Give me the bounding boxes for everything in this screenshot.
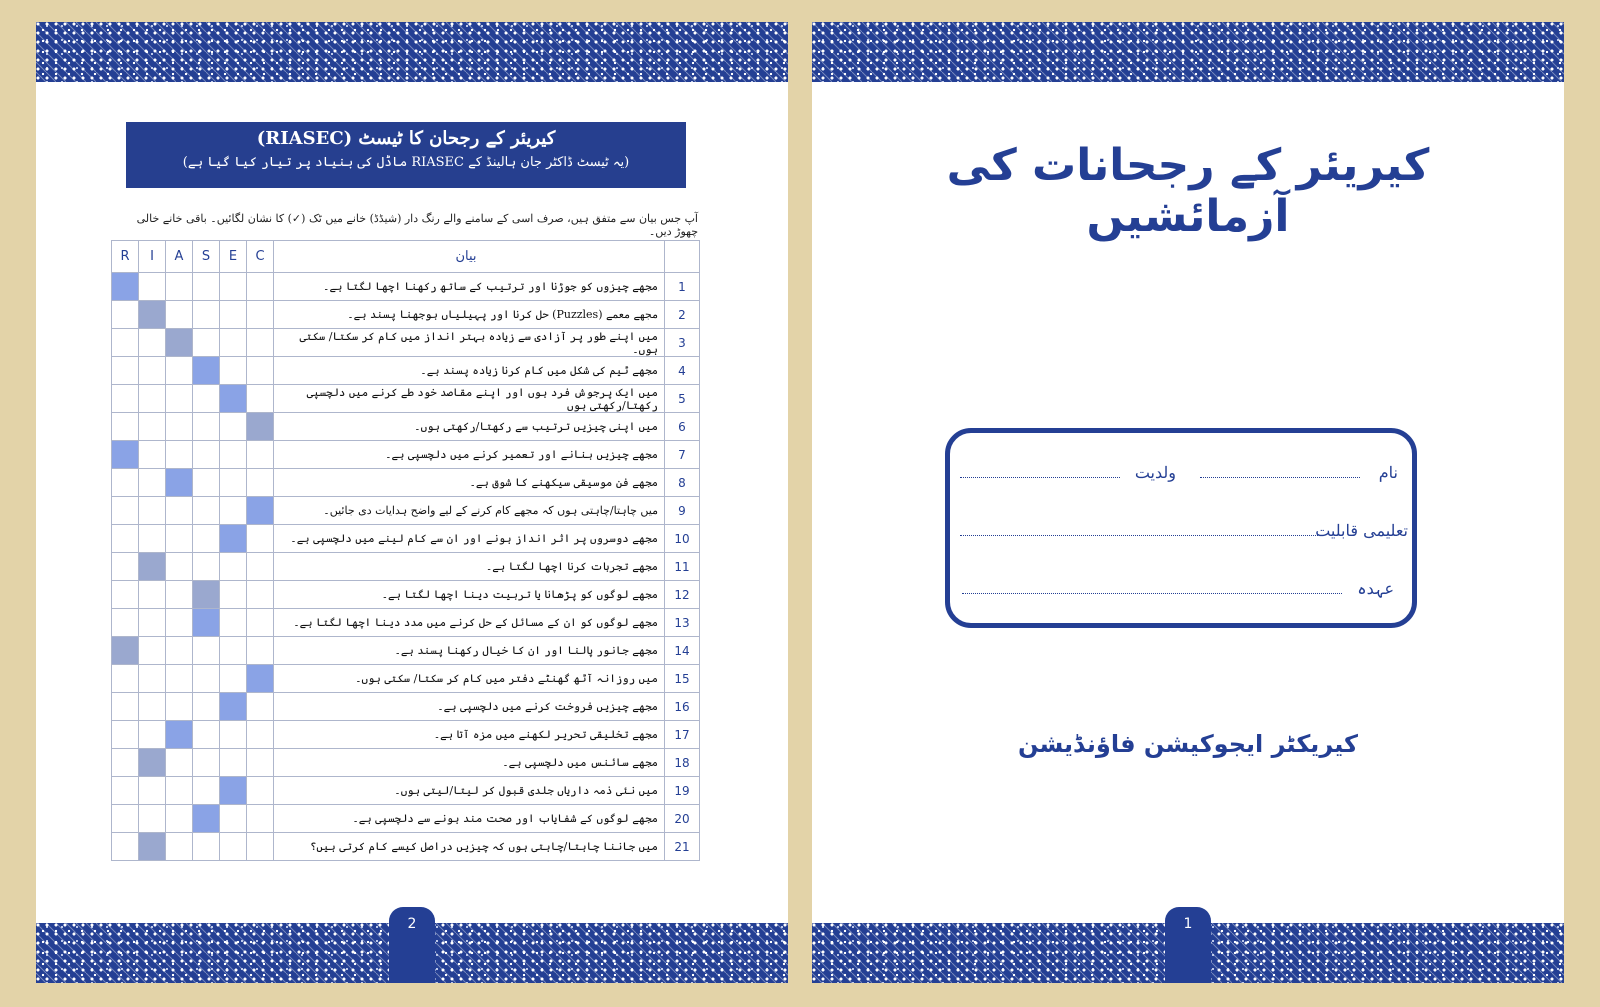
- row-number: 19: [665, 777, 700, 805]
- header-letter: S: [193, 241, 220, 273]
- blank-cell: [247, 385, 274, 413]
- blank-cell: [247, 777, 274, 805]
- row-number: 14: [665, 637, 700, 665]
- blank-cell: [166, 273, 193, 301]
- statement-text: مجھے لوگوں کو پڑھانا یا تربیت دینا اچھا لگتا ہے۔: [274, 581, 665, 609]
- blank-cell: [247, 581, 274, 609]
- blank-cell: [220, 273, 247, 301]
- table-row: [112, 609, 700, 637]
- blank-cell: [193, 273, 220, 301]
- designation-label: عہدہ: [1357, 579, 1394, 598]
- table-header-row: [112, 241, 700, 273]
- blank-cell: [220, 497, 247, 525]
- blank-cell: [112, 553, 139, 581]
- answer-checkbox-a[interactable]: [166, 329, 193, 357]
- answer-checkbox-c[interactable]: [247, 665, 274, 693]
- answer-checkbox-s[interactable]: [193, 357, 220, 385]
- row-number: 6: [665, 413, 700, 441]
- header-letter: I: [139, 241, 166, 273]
- answer-checkbox-a[interactable]: [166, 469, 193, 497]
- blank-cell: [193, 777, 220, 805]
- table-row: [112, 497, 700, 525]
- blank-cell: [139, 665, 166, 693]
- blank-cell: [139, 805, 166, 833]
- table-row: [112, 833, 700, 861]
- blank-cell: [166, 525, 193, 553]
- blank-cell: [166, 609, 193, 637]
- blank-cell: [166, 637, 193, 665]
- blank-cell: [247, 749, 274, 777]
- statement-text: میں جاننا چاہتا/چاہتی ہوں کہ چیزیں دراصل کیسے کام کرتی ہیں؟: [274, 833, 665, 861]
- answer-checkbox-e[interactable]: [220, 525, 247, 553]
- instructions-text: آپ جس بیان سے متفق ہیں، صرف اسی کے سامنے والے رنگ دار (شیڈڈ) خانے میں ٹک (✓) کا نشان لگائیں۔ باقی خانے خالی چھوڑ دیں۔: [136, 212, 698, 238]
- blank-cell: [112, 749, 139, 777]
- table-row: [112, 637, 700, 665]
- parentage-label: ولدیت: [1134, 463, 1176, 482]
- table-row: [112, 301, 700, 329]
- blank-cell: [193, 637, 220, 665]
- blank-cell: [247, 721, 274, 749]
- blank-cell: [112, 609, 139, 637]
- blank-cell: [220, 637, 247, 665]
- blank-cell: [220, 469, 247, 497]
- row-number: 15: [665, 665, 700, 693]
- table-row: [112, 329, 700, 357]
- blank-cell: [247, 525, 274, 553]
- answer-checkbox-i[interactable]: [139, 301, 166, 329]
- personal-info-box: [945, 428, 1417, 628]
- row-number: 7: [665, 441, 700, 469]
- blank-cell: [166, 665, 193, 693]
- blank-cell: [247, 609, 274, 637]
- blank-cell: [220, 833, 247, 861]
- table-row: [112, 385, 700, 413]
- answer-checkbox-e[interactable]: [220, 777, 247, 805]
- blank-cell: [193, 413, 220, 441]
- table-row: [112, 693, 700, 721]
- blank-cell: [166, 553, 193, 581]
- blank-cell: [247, 833, 274, 861]
- table-row: [112, 581, 700, 609]
- header-letter: R: [112, 241, 139, 273]
- blank-cell: [112, 413, 139, 441]
- blank-cell: [193, 469, 220, 497]
- blank-cell: [112, 777, 139, 805]
- row-number: 21: [665, 833, 700, 861]
- answer-checkbox-e[interactable]: [220, 693, 247, 721]
- blank-cell: [247, 329, 274, 357]
- name-field[interactable]: [1200, 463, 1360, 478]
- answer-checkbox-s[interactable]: [193, 805, 220, 833]
- blank-cell: [193, 441, 220, 469]
- blank-cell: [166, 581, 193, 609]
- blank-cell: [247, 301, 274, 329]
- statement-text: مجھے ٹیم کی شکل میں کام کرنا زیادہ پسند ہے۔: [274, 357, 665, 385]
- header-number: [665, 241, 700, 273]
- blank-cell: [139, 777, 166, 805]
- decorative-header-band: [36, 22, 788, 82]
- page-left: [36, 22, 788, 983]
- row-number: 13: [665, 609, 700, 637]
- blank-cell: [112, 329, 139, 357]
- blank-cell: [139, 693, 166, 721]
- blank-cell: [193, 301, 220, 329]
- statement-text: مجھے تخلیقی تحریر لکھنے میں مزہ آتا ہے۔: [274, 721, 665, 749]
- row-number: 16: [665, 693, 700, 721]
- table-row: [112, 357, 700, 385]
- parentage-field[interactable]: [960, 463, 1120, 478]
- blank-cell: [112, 469, 139, 497]
- blank-cell: [247, 553, 274, 581]
- blank-cell: [139, 469, 166, 497]
- blank-cell: [247, 805, 274, 833]
- answer-checkbox-s[interactable]: [193, 581, 220, 609]
- row-number: 4: [665, 357, 700, 385]
- statement-text: میں اپنے طور پر آزادی سے زیادہ بہتر انداز میں کام کر سکتا/ سکتی ہوں۔: [274, 329, 665, 357]
- row-number: 18: [665, 749, 700, 777]
- blank-cell: [139, 385, 166, 413]
- blank-cell: [139, 273, 166, 301]
- table-row: [112, 721, 700, 749]
- blank-cell: [166, 833, 193, 861]
- table-row: [112, 273, 700, 301]
- info-row-name: [950, 463, 1412, 487]
- page-number-tab: 2: [389, 907, 435, 983]
- blank-cell: [193, 525, 220, 553]
- table-row: [112, 665, 700, 693]
- blank-cell: [139, 357, 166, 385]
- qualification-label: تعلیمی قابلیت: [1315, 521, 1408, 540]
- blank-cell: [139, 637, 166, 665]
- answer-checkbox-i[interactable]: [139, 749, 166, 777]
- answer-checkbox-i[interactable]: [139, 553, 166, 581]
- statement-text: مجھے لوگوں کو ان کے مسائل کے حل کرنے میں مدد دینا اچھا لگتا ہے۔: [274, 609, 665, 637]
- blank-cell: [166, 497, 193, 525]
- blank-cell: [247, 273, 274, 301]
- blank-cell: [139, 609, 166, 637]
- blank-cell: [193, 721, 220, 749]
- table-row: [112, 441, 700, 469]
- blank-cell: [112, 833, 139, 861]
- row-number: 9: [665, 497, 700, 525]
- blank-cell: [139, 441, 166, 469]
- blank-cell: [139, 413, 166, 441]
- blank-cell: [220, 665, 247, 693]
- header-letter: C: [247, 241, 274, 273]
- table-row: [112, 777, 700, 805]
- blank-cell: [112, 581, 139, 609]
- statement-text: مجھے چیزیں بنانے اور تعمیر کرنے میں دلچسپی ہے۔: [274, 441, 665, 469]
- blank-cell: [193, 553, 220, 581]
- blank-cell: [139, 525, 166, 553]
- row-number: 11: [665, 553, 700, 581]
- table-row: [112, 553, 700, 581]
- row-number: 3: [665, 329, 700, 357]
- page-number-tab: 1: [1165, 907, 1211, 983]
- blank-cell: [166, 693, 193, 721]
- row-number: 2: [665, 301, 700, 329]
- blank-cell: [220, 357, 247, 385]
- statement-text: مجھے فن موسیقی سیکھنے کا شوق ہے۔: [274, 469, 665, 497]
- blank-cell: [247, 469, 274, 497]
- blank-cell: [193, 665, 220, 693]
- qualification-field[interactable]: [960, 521, 1322, 536]
- blank-cell: [193, 385, 220, 413]
- blank-cell: [139, 721, 166, 749]
- designation-field[interactable]: [962, 579, 1342, 594]
- answer-checkbox-e[interactable]: [220, 385, 247, 413]
- table-row: [112, 469, 700, 497]
- blank-cell: [247, 637, 274, 665]
- statement-text: مجھے چیزیں فروخت کرنے میں دلچسپی ہے۔: [274, 693, 665, 721]
- blank-cell: [220, 329, 247, 357]
- blank-cell: [220, 441, 247, 469]
- blank-cell: [112, 301, 139, 329]
- answer-checkbox-a[interactable]: [166, 721, 193, 749]
- statement-text: مجھے تجربات کرنا اچھا لگتا ہے۔: [274, 553, 665, 581]
- answer-checkbox-r[interactable]: [112, 637, 139, 665]
- decorative-header-band: [812, 22, 1564, 82]
- statement-text: میں چاہتا/چاہتی ہوں کہ مجھے کام کرنے کے لیے واضح ہدایات دی جائیں۔: [274, 497, 665, 525]
- answer-checkbox-i[interactable]: [139, 833, 166, 861]
- header-letter: A: [166, 241, 193, 273]
- blank-cell: [112, 385, 139, 413]
- statement-text: مجھے دوسروں پر اثر انداز ہونے اور ان سے کام لینے میں دلچسپی ہے۔: [274, 525, 665, 553]
- blank-cell: [166, 357, 193, 385]
- statement-text: میں نئی ذمہ داریاں جلدی قبول کر لیتا/لیتی ہوں۔: [274, 777, 665, 805]
- statement-text: میں ایک پرجوش فرد ہوں اور اپنے مقاصد خود طے کرنے میں دلچسپی رکھتا/رکھتی ہوں: [274, 385, 665, 413]
- table-row: [112, 413, 700, 441]
- name-label: نام: [1378, 463, 1398, 482]
- blank-cell: [139, 497, 166, 525]
- riasec-table: [111, 240, 700, 861]
- blank-cell: [166, 805, 193, 833]
- blank-cell: [247, 693, 274, 721]
- riasec-table-body: [112, 273, 700, 861]
- row-number: 20: [665, 805, 700, 833]
- statement-text: مجھے لوگوں کے شفایاب اور صحت مند ہونے سے دلچسپی ہے۔: [274, 805, 665, 833]
- row-number: 5: [665, 385, 700, 413]
- blank-cell: [247, 441, 274, 469]
- row-number: 12: [665, 581, 700, 609]
- statement-text: مجھے چیزوں کو جوڑنا اور ترتیب کے ساتھ رکھنا اچھا لگتا ہے۔: [274, 273, 665, 301]
- blank-cell: [112, 525, 139, 553]
- blank-cell: [220, 301, 247, 329]
- statement-text: مجھے سائنس میں دلچسپی ہے۔: [274, 749, 665, 777]
- cover-title: کیریئر کے رجحانات کی آزمائشیں: [946, 140, 1430, 242]
- header-letter: E: [220, 241, 247, 273]
- blank-cell: [193, 749, 220, 777]
- answer-checkbox-c[interactable]: [247, 413, 274, 441]
- blank-cell: [193, 497, 220, 525]
- blank-cell: [193, 329, 220, 357]
- blank-cell: [112, 357, 139, 385]
- blank-cell: [220, 721, 247, 749]
- statement-text: میں اپنی چیزیں ترتیب سے رکھتا/رکھتی ہوں۔: [274, 413, 665, 441]
- blank-cell: [220, 609, 247, 637]
- answer-checkbox-s[interactable]: [193, 609, 220, 637]
- answer-checkbox-c[interactable]: [247, 497, 274, 525]
- blank-cell: [112, 497, 139, 525]
- blank-cell: [112, 805, 139, 833]
- blank-cell: [166, 301, 193, 329]
- blank-cell: [220, 749, 247, 777]
- answer-checkbox-r[interactable]: [112, 273, 139, 301]
- blank-cell: [166, 413, 193, 441]
- row-number: 17: [665, 721, 700, 749]
- blank-cell: [220, 581, 247, 609]
- statement-text: مجھے معمے (Puzzles) حل کرنا اور پہیلیاں بوجھنا پسند ہے۔: [274, 301, 665, 329]
- row-number: 10: [665, 525, 700, 553]
- blank-cell: [166, 749, 193, 777]
- row-number: 8: [665, 469, 700, 497]
- foundation-name: کیریکٹر ایجوکیشن فاؤنڈیشن: [1018, 730, 1358, 758]
- blank-cell: [193, 693, 220, 721]
- statement-text: مجھے جانور پالنا اور ان کا خیال رکھنا پسند ہے۔: [274, 637, 665, 665]
- blank-cell: [112, 665, 139, 693]
- blank-cell: [193, 833, 220, 861]
- blank-cell: [220, 805, 247, 833]
- blank-cell: [166, 441, 193, 469]
- blank-cell: [166, 385, 193, 413]
- test-title-box: [126, 122, 686, 188]
- blank-cell: [220, 553, 247, 581]
- test-title: کیریئر کے رجحان کا ٹیسٹ (RIASEC): [256, 128, 556, 149]
- answer-checkbox-r[interactable]: [112, 441, 139, 469]
- blank-cell: [220, 413, 247, 441]
- header-statement: بیان: [274, 241, 665, 273]
- info-row-designation: [950, 579, 1412, 603]
- blank-cell: [139, 329, 166, 357]
- table-row: [112, 525, 700, 553]
- blank-cell: [112, 721, 139, 749]
- table-row: [112, 805, 700, 833]
- blank-cell: [247, 357, 274, 385]
- page-right: [812, 22, 1564, 983]
- row-number: 1: [665, 273, 700, 301]
- table-row: [112, 749, 700, 777]
- statement-text: میں روزانہ آٹھ گھنٹے دفتر میں کام کر سکتا/ سکتی ہوں۔: [274, 665, 665, 693]
- blank-cell: [112, 693, 139, 721]
- blank-cell: [139, 581, 166, 609]
- info-row-qualification: [950, 521, 1412, 545]
- blank-cell: [166, 777, 193, 805]
- test-subtitle: (یہ ٹیسٹ ڈاکٹر جان ہالینڈ کے RIASEC ماڈل کی بنیاد پر تیار کیا گیا ہے): [182, 155, 630, 170]
